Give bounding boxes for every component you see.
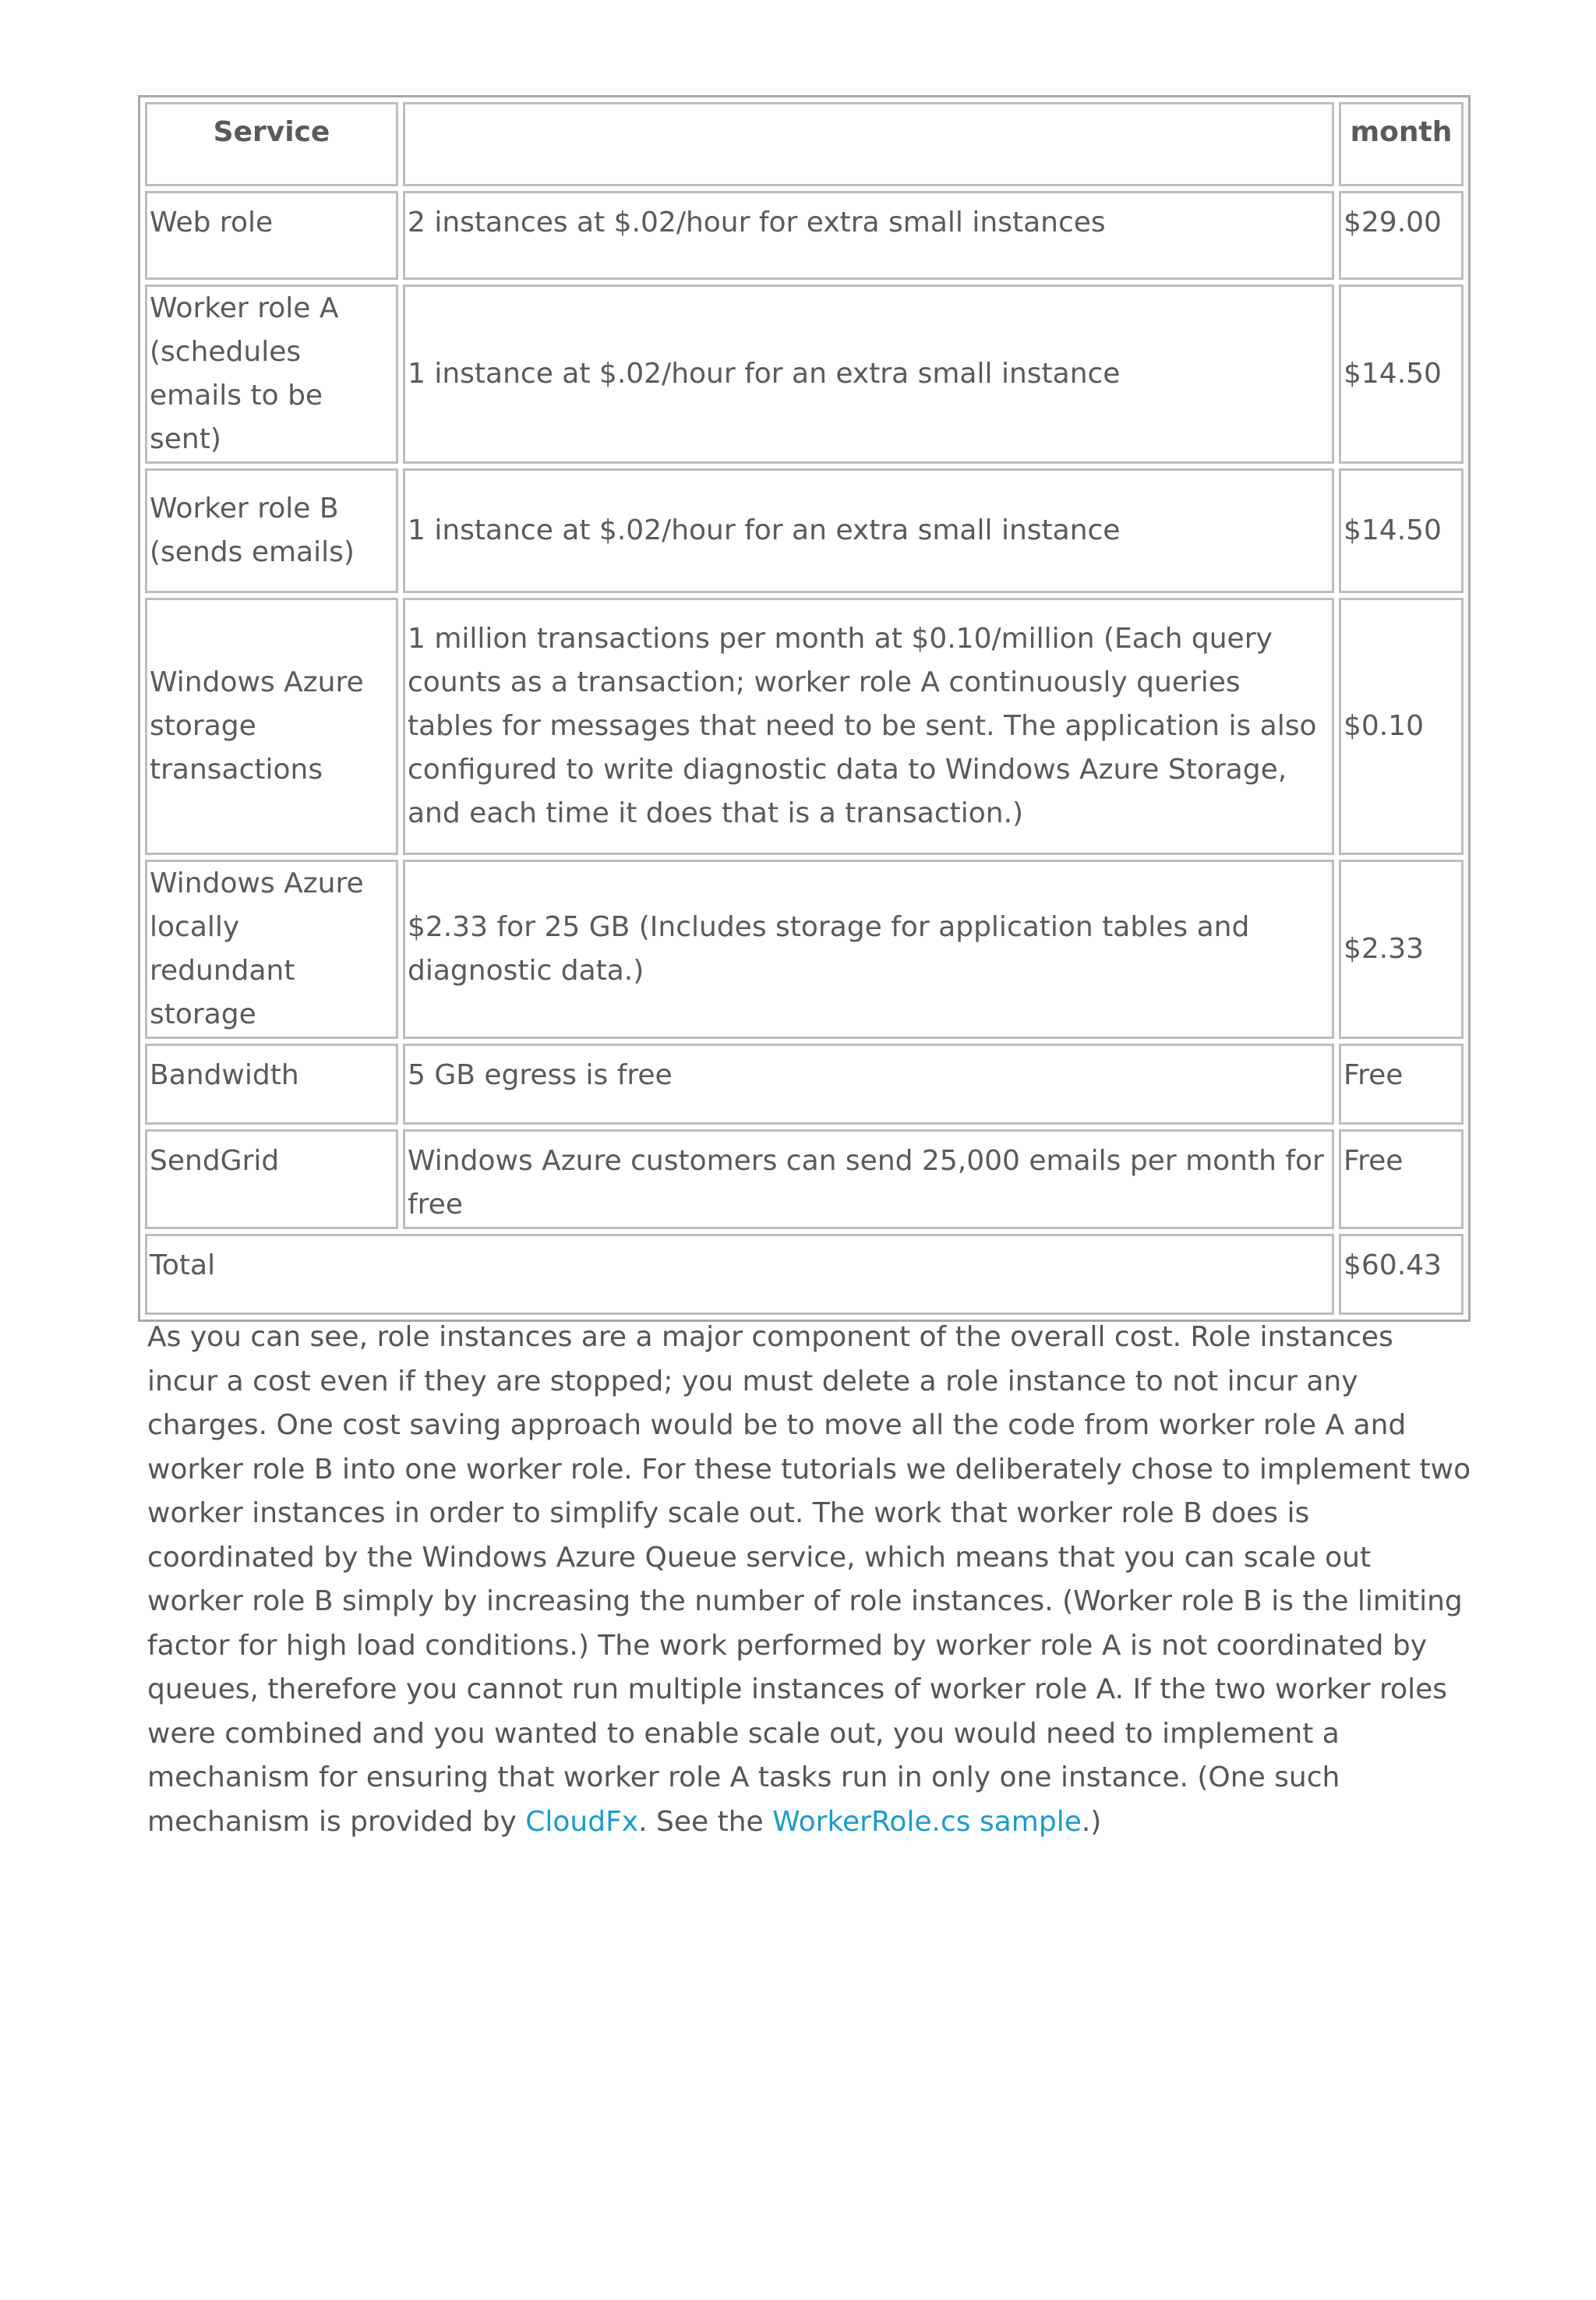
description-cell: 2 instances at $.02/hour for extra small instances: [403, 191, 1334, 280]
cost-cell: $14.50: [1339, 284, 1464, 464]
total-label: Total: [145, 1234, 1334, 1315]
cost-cell: $2.33: [1339, 860, 1464, 1039]
table-row: [145, 191, 1464, 280]
service-cell: Windows Azure storage transactions: [145, 598, 398, 855]
table-row: [145, 468, 1464, 593]
cost-cell: Free: [1339, 1044, 1464, 1125]
paragraph-text-between: . See the: [638, 1805, 773, 1838]
table-row: [145, 1129, 1464, 1229]
service-cell: SendGrid: [145, 1129, 398, 1229]
cost-cell: $14.50: [1339, 468, 1464, 593]
paragraph-text-end: .): [1081, 1805, 1102, 1838]
table-row: [145, 1044, 1464, 1125]
service-cell: Worker role A (schedules emails to be sent): [145, 284, 398, 464]
description-cell: Windows Azure customers can send 25,000 emails per month for free: [403, 1129, 1334, 1229]
table-row: [145, 598, 1464, 855]
service-cell: Web role: [145, 191, 398, 280]
workerrole-sample-link[interactable]: WorkerRole.cs sample: [772, 1805, 1082, 1838]
service-cell: Windows Azure locally redundant storage: [145, 860, 398, 1039]
table-row: [145, 284, 1464, 464]
header-description: [403, 102, 1334, 186]
header-service: Service: [145, 102, 398, 186]
description-cell: $2.33 for 25 GB (Includes storage for application tables and diagnostic data.): [403, 860, 1334, 1039]
table-header-row: [145, 102, 1464, 186]
total-cost: $60.43: [1339, 1234, 1464, 1315]
service-cell: Worker role B (sends emails): [145, 468, 398, 593]
description-cell: 1 instance at $.02/hour for an extra small instance: [403, 468, 1334, 593]
cost-table: [138, 95, 1471, 1322]
service-cell: Bandwidth: [145, 1044, 398, 1125]
header-month: month: [1339, 102, 1464, 186]
cost-cell: Free: [1339, 1129, 1464, 1229]
table-row: [145, 860, 1464, 1039]
table-total-row: [145, 1234, 1464, 1315]
paragraph-text: As you can see, role instances are a major component of the overall cost. Role instances incur a cost even if they are stopped; you must delete a role instance to not incur any charges. One cost saving approach would be to move all the code from worker role A and worker role B into one worker role. For these tutorials we deliberately chose to implement two worker instances in order to simplify scale out. The work that worker role B does is coordinated by the Windows Azure Queue service, which means that you can scale out worker role B simply by increasing the number of role instances. (Worker role B is the limiting factor for high load conditions.) The work performed by worker role A is not coordinated by queues, therefore you cannot run multiple instances of worker role A. If the two worker roles were combined and you wanted to enable scale out, you would need to implement a mechanism for ensuring that worker role A tasks run in only one instance. (One such mechanism is provided by: [147, 1321, 1471, 1838]
cloudfx-link[interactable]: CloudFx: [525, 1805, 639, 1838]
cost-cell: $0.10: [1339, 598, 1464, 855]
description-cell: 5 GB egress is free: [403, 1044, 1334, 1125]
body-paragraph: [147, 1316, 1472, 1844]
cost-cell: $29.00: [1339, 191, 1464, 280]
description-cell: 1 million transactions per month at $0.10/million (Each query counts as a transaction; worker role A continuously queries tables for messages that need to be sent. The application is also configured to write diagnostic data to Windows Azure Storage, and each time it does that is a transaction.): [403, 598, 1334, 855]
description-cell: 1 instance at $.02/hour for an extra small instance: [403, 284, 1334, 464]
